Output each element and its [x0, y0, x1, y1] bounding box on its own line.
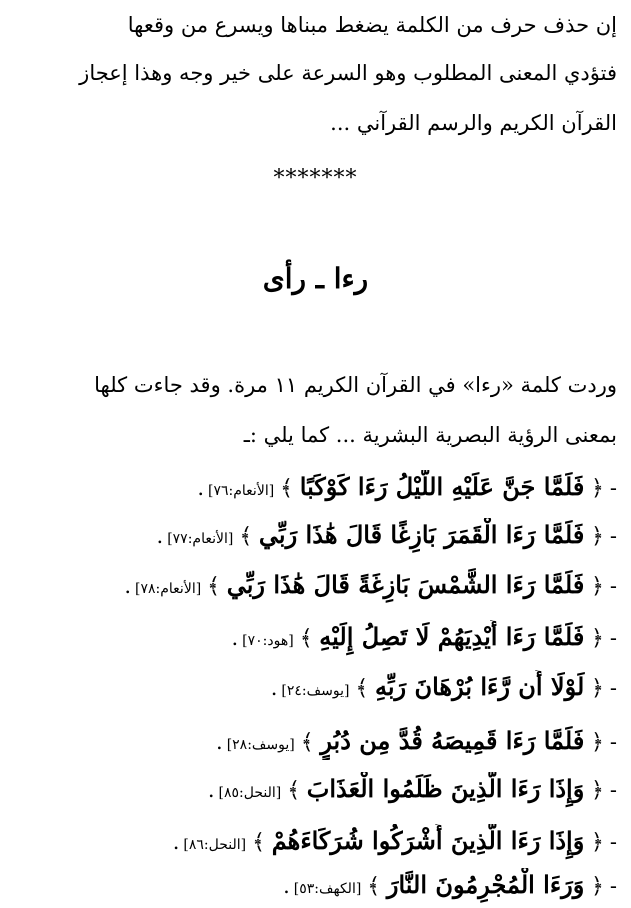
verse-period: . — [283, 874, 290, 898]
quran-bracket-close: ﴾ — [355, 676, 369, 701]
quran-bracket-close: ﴾ — [280, 476, 294, 501]
quran-bracket-open: ﴿ — [591, 524, 604, 549]
verse-reference: [الكهف:٥٣] — [293, 881, 362, 897]
verse-period: . — [270, 676, 278, 700]
quran-bracket-close: ﴾ — [287, 778, 301, 803]
intro-line-2: فتؤدي المعنى المطلوب وهو السرعة على خير وجه وهذا إعجاز — [79, 61, 617, 85]
verse-text: فَلَمَّا رَءَا قَمِيصَهُ قُدَّ مِن دُبُرٍ — [320, 726, 585, 755]
quran-bracket-open: ﴿ — [591, 778, 604, 803]
verse-reference: [الأنعام:٧٨] — [135, 581, 202, 597]
verse-row — [7, 620, 617, 656]
list-dash: - — [609, 676, 617, 700]
verse-reference: [يوسف:٢٤] — [281, 683, 350, 699]
quran-bracket-open: ﴿ — [591, 830, 604, 855]
verse-period: . — [231, 626, 239, 650]
verse-text: فَلَمَّا رَءَا الْقَمَرَ بَازِغًا قَالَ هَٰذَا رَبِّي — [258, 520, 585, 549]
quran-bracket-open: ﴿ — [591, 476, 604, 501]
verse-period: . — [197, 476, 205, 500]
list-dash: - — [609, 778, 617, 802]
verse-row — [7, 568, 617, 604]
verse-row — [7, 470, 617, 506]
verse-row — [7, 518, 617, 554]
verse-reference: [الأنعام:٧٧] — [167, 531, 234, 547]
list-dash: - — [609, 626, 617, 650]
verse-period: . — [124, 574, 132, 598]
quran-bracket-close: ﴾ — [252, 830, 265, 855]
quran-bracket-close: ﴾ — [367, 874, 381, 899]
list-dash: - — [609, 476, 617, 500]
list-dash: - — [609, 574, 617, 598]
verse-reference: [هود:٧٠] — [242, 633, 294, 649]
verse-period: . — [156, 524, 164, 548]
verse-text: فَلَمَّا جَنَّ عَلَيْهِ اللَّيْلُ رَءَا كَوْكَبًا — [299, 472, 585, 501]
verse-text: فَلَمَّا رَءَا الشَّمْسَ بَازِغَةً قَالَ هَٰذَا رَبِّي — [226, 570, 585, 599]
quran-bracket-open: ﴿ — [591, 874, 604, 899]
verse-text: لَوْلَا أَن رَّءَا بُرْهَانَ رَبِّهِ — [375, 672, 585, 701]
list-dash: - — [609, 830, 617, 854]
verse-period: . — [216, 730, 223, 754]
list-dash: - — [609, 874, 617, 898]
quran-bracket-close: ﴾ — [300, 730, 314, 755]
verse-reference: [يوسف:٢٨] — [226, 737, 295, 753]
intro-line-1: إن حذف حرف من الكلمة يضغط مبناها ويسرع من وقعها — [127, 13, 617, 37]
section-separator: ******* — [273, 166, 358, 191]
list-dash: - — [609, 730, 617, 754]
verse-row — [7, 824, 617, 860]
verse-row — [7, 868, 617, 904]
quran-bracket-open: ﴿ — [591, 574, 604, 599]
verse-text: وَإِذَا رَءَا الَّذِينَ ظَلَمُوا الْعَذَابَ — [306, 774, 585, 803]
body-line-1: وردت كلمة «رءا» في القرآن الكريم ١١ مرة. وقد جاءت كلها — [94, 373, 617, 397]
verse-text: وَإِذَا رَءَا الَّذِينَ أَشْرَكُوا شُرَكَاءَهُمْ — [271, 826, 585, 855]
verse-period: . — [207, 778, 215, 802]
verse-row — [7, 772, 617, 808]
quran-bracket-open: ﴿ — [591, 730, 604, 755]
verse-reference: [النحل:٨٦] — [183, 837, 247, 853]
verse-text: وَرَءَا الْمُجْرِمُونَ النَّارَ — [386, 870, 585, 899]
verse-text: فَلَمَّا رَءَا أَيْدِيَهُمْ لَا تَصِلُ إِلَيْهِ — [319, 622, 585, 651]
verse-period: . — [172, 830, 180, 854]
intro-line-3: القرآن الكريم والرسم القرآني ... — [330, 111, 617, 135]
quran-bracket-open: ﴿ — [591, 676, 604, 701]
verse-reference: [النحل:٨٥] — [218, 785, 282, 801]
quran-bracket-close: ﴾ — [207, 574, 221, 599]
verse-row — [7, 670, 617, 706]
body-line-2: بمعنى الرؤية البصرية البشرية ... كما يلي :ـ — [243, 423, 617, 447]
quran-bracket-close: ﴾ — [299, 626, 313, 651]
quran-bracket-open: ﴿ — [591, 626, 604, 651]
quran-bracket-close: ﴾ — [239, 524, 253, 549]
list-dash: - — [609, 524, 617, 548]
verse-row — [7, 724, 617, 760]
section-title: رءا ـ رأى — [262, 262, 369, 295]
verse-reference: [الأنعام:٧٦] — [208, 483, 275, 499]
